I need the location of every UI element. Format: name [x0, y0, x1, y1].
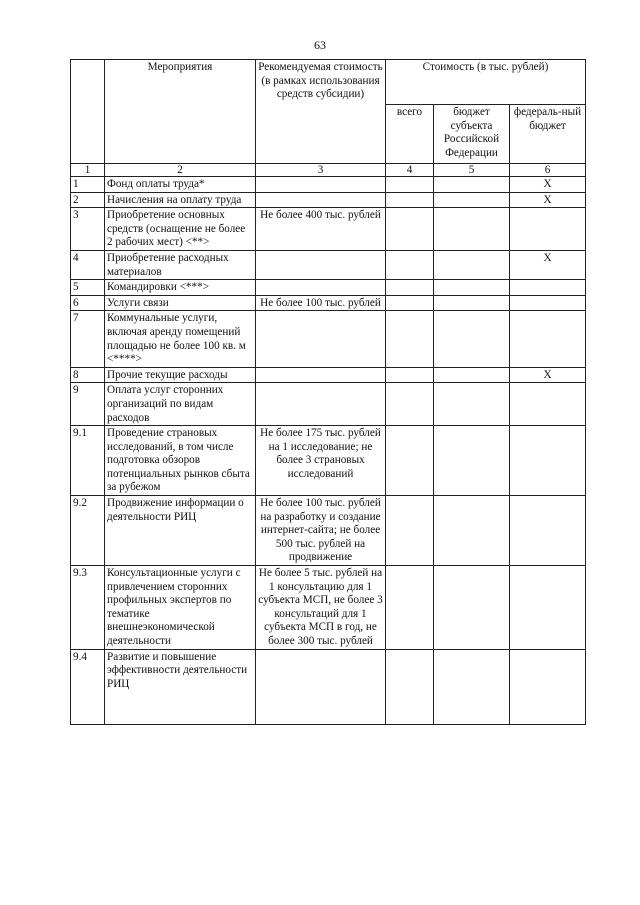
column-number-row	[71, 164, 586, 177]
column-number: 2	[105, 164, 256, 177]
row-number: 3	[71, 208, 105, 251]
regional-cell	[434, 280, 510, 296]
page-number: 63	[314, 38, 326, 52]
regional-cell	[434, 311, 510, 367]
table-row	[71, 177, 586, 193]
activity-cell: Приобретение основных средств (оснащение не более 2 рабочих мест) <**>	[105, 208, 256, 251]
table-row	[71, 192, 586, 208]
federal-cell	[510, 208, 586, 251]
regional-cell	[434, 566, 510, 650]
federal-cell	[510, 295, 586, 311]
activity-cell: Услуги связи	[105, 295, 256, 311]
table-row	[71, 367, 586, 383]
row-number: 7	[71, 311, 105, 367]
total-cell	[386, 177, 434, 193]
total-cell	[386, 208, 434, 251]
row-number: 6	[71, 295, 105, 311]
row-number: 4	[71, 250, 105, 279]
total-cell	[386, 649, 434, 724]
table-header	[71, 60, 586, 177]
total-cell	[386, 367, 434, 383]
row-number: 9.2	[71, 496, 105, 566]
federal-cell: X	[510, 250, 586, 279]
recommended-cost-cell	[256, 192, 386, 208]
total-cell	[386, 426, 434, 496]
activity-cell: Приобретение расходных материалов	[105, 250, 256, 279]
activity-cell: Коммунальные услуги, включая аренду помещений площадью не более 100 кв. м <****>	[105, 311, 256, 367]
row-number: 1	[71, 177, 105, 193]
activity-cell: Развитие и повышение эффективности деятельности РИЦ	[105, 649, 256, 724]
recommended-cost-cell	[256, 177, 386, 193]
activity-cell: Прочие текущие расходы	[105, 367, 256, 383]
activity-cell: Проведение страновых исследований, в том числе подготовка обзоров потенциальных рынков сбыта за рубежом	[105, 426, 256, 496]
activity-cell: Консультационные услуги с привлечением сторонних профильных экспертов по тематике внешнеэкономической деятельности	[105, 566, 256, 650]
total-cell	[386, 496, 434, 566]
table-row	[71, 496, 586, 566]
header-cost-group: Стоимость (в тыс. рублей)	[386, 60, 586, 105]
recommended-cost-cell	[256, 649, 386, 724]
regional-cell	[434, 383, 510, 426]
column-number: 4	[386, 164, 434, 177]
row-number: 9	[71, 383, 105, 426]
recommended-cost-cell: Не более 400 тыс. рублей	[256, 208, 386, 251]
federal-cell	[510, 383, 586, 426]
row-number: 9.1	[71, 426, 105, 496]
table-row	[71, 280, 586, 296]
regional-cell	[434, 367, 510, 383]
recommended-cost-cell	[256, 280, 386, 296]
activity-cell: Продвижение информации о деятельности РИЦ	[105, 496, 256, 566]
table-row	[71, 250, 586, 279]
row-number: 9.4	[71, 649, 105, 724]
total-cell	[386, 250, 434, 279]
recommended-cost-cell: Не более 100 тыс. рублей	[256, 295, 386, 311]
header-total: всего	[386, 105, 434, 164]
activity-cell: Оплата услуг сторонних организаций по видам расходов	[105, 383, 256, 426]
activity-cell: Командировки <***>	[105, 280, 256, 296]
recommended-cost-cell	[256, 311, 386, 367]
regional-cell	[434, 649, 510, 724]
federal-cell	[510, 566, 586, 650]
regional-cell	[434, 295, 510, 311]
total-cell	[386, 383, 434, 426]
table-row	[71, 426, 586, 496]
federal-cell	[510, 426, 586, 496]
recommended-cost-cell: Не более 100 тыс. рублей на разработку и создание интернет-сайта; не более 500 тыс. рублей на продвижение	[256, 496, 386, 566]
federal-cell	[510, 311, 586, 367]
federal-cell: X	[510, 192, 586, 208]
row-number: 5	[71, 280, 105, 296]
column-number: 1	[71, 164, 105, 177]
total-cell	[386, 566, 434, 650]
regional-cell	[434, 426, 510, 496]
activity-cell: Фонд оплаты труда*	[105, 177, 256, 193]
table-row	[71, 295, 586, 311]
federal-cell	[510, 496, 586, 566]
recommended-cost-cell: Не более 175 тыс. рублей на 1 исследование; не более 3 страновых исследований	[256, 426, 386, 496]
total-cell	[386, 295, 434, 311]
row-number: 2	[71, 192, 105, 208]
total-cell	[386, 280, 434, 296]
column-number: 6	[510, 164, 586, 177]
total-cell	[386, 192, 434, 208]
column-number: 5	[434, 164, 510, 177]
activity-cell: Начисления на оплату труда	[105, 192, 256, 208]
federal-cell: X	[510, 367, 586, 383]
federal-cell	[510, 280, 586, 296]
table-row	[71, 566, 586, 650]
header-number	[71, 60, 105, 164]
regional-cell	[434, 177, 510, 193]
header-recommended-cost: Рекомендуемая стоимость (в рамках использования средств субсидии)	[256, 60, 386, 164]
header-activities: Мероприятия	[105, 60, 256, 164]
header-federal-budget: федераль-ный бюджет	[510, 105, 586, 164]
regional-cell	[434, 192, 510, 208]
table-row	[71, 208, 586, 251]
recommended-cost-cell	[256, 383, 386, 426]
total-cell	[386, 311, 434, 367]
table-body	[71, 177, 586, 725]
recommended-cost-cell	[256, 250, 386, 279]
regional-cell	[434, 250, 510, 279]
table-row	[71, 649, 586, 724]
table-row	[71, 311, 586, 367]
federal-cell: X	[510, 177, 586, 193]
regional-cell	[434, 208, 510, 251]
row-number: 9.3	[71, 566, 105, 650]
recommended-cost-cell: Не более 5 тыс. рублей на 1 консультацию для 1 субъекта МСП, не более 3 консультаций для 1 субъекта МСП в год, не более 300 тыс. рублей	[256, 566, 386, 650]
federal-cell	[510, 649, 586, 724]
cost-table	[70, 59, 586, 725]
row-number: 8	[71, 367, 105, 383]
table-row	[71, 383, 586, 426]
column-number: 3	[256, 164, 386, 177]
recommended-cost-cell	[256, 367, 386, 383]
header-regional-budget: бюджет субъекта Российской Федерации	[434, 105, 510, 164]
regional-cell	[434, 496, 510, 566]
